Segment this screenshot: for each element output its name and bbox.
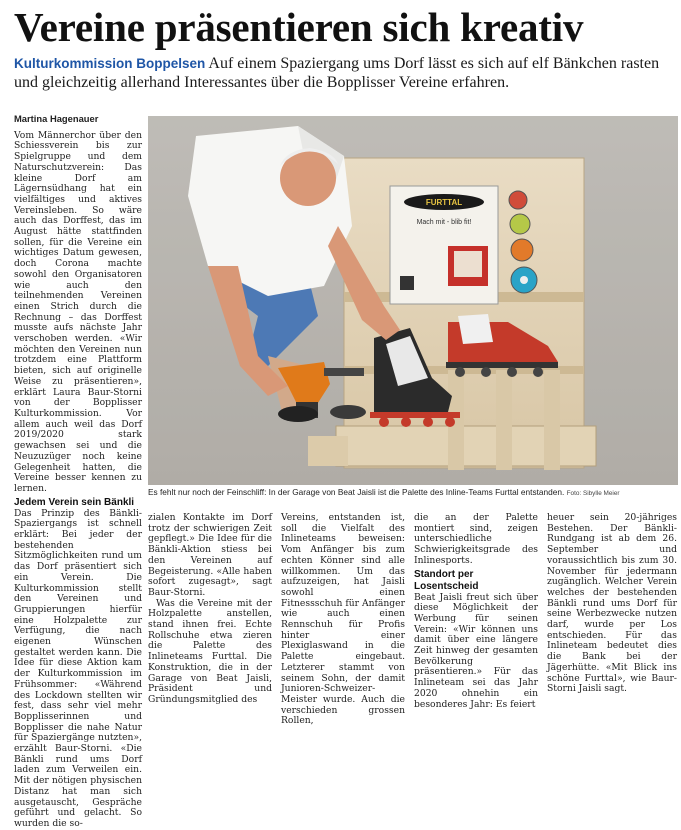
poster-logo: FURTTAL	[425, 198, 463, 207]
lead-text: Auf einem Spaziergang ums Dorf lässt es sich auf elf Bänkchen rasten und gleichzeitig allerhand Interessantes über die Bopplisser Vereine erfahren.	[14, 55, 660, 91]
column-4	[414, 512, 538, 710]
article-photo	[148, 116, 678, 485]
column-1	[14, 113, 142, 829]
photo-credit: Foto: Sibylle Meier	[566, 490, 620, 497]
column-3	[281, 512, 406, 727]
photo-caption	[148, 487, 678, 499]
body-paragraph: Vom Männerchor über den Schiessverein bis zur Spielgruppe und dem Naturschutzverein: Das kleine Dorf am Lägernsüdhang hat ein vielfältiges und aktives Vereinsleben. So wäre auch das Dorffest, das im August hätte stattfinden sollen, für die Vereine ein wichtiges Datum gewesen, doch Corona machte sowohl den Organisatoren wie auch den teilnehmenden Vereinen einen Strich durch die Rechnung – das Dorffest musste aufs nächste Jahr verschoben werden. «Wir möchten den Vereinen nun trotzdem eine Plattform bieten, sich auf originelle Weise zu präsentieren», erklärt Laura Baur-Storni von der Bopplisser Kulturkommission. Vor allem auch weil das Dorf 2019/2020 stark gewachsen sei und die Neuzuzüger noch keine Gelegenheit hatten, die Vereine besser kennen zu lernen.	[14, 129, 142, 494]
body-paragraph: heuer sein 20-jähriges Bestehen. Der Bänkli-Rundgang ist ab dem 26. September und voraussichtlich bis zum 30. November für jedermann zugänglich. Welcher Verein welches der bestehenden Bänkli rund ums Dorf für seine Werbezwecke nutzen darf, wurde per Los entschieden. Für das Inlineteam bedeutet dies die Bank bei der Jägerhütte. «Mit Blick ins schöne Furttal», wie Baur-Storni Jaisli sagt.	[547, 512, 677, 695]
photo-illustration	[148, 116, 678, 485]
column-2	[148, 512, 272, 705]
lead-paragraph	[14, 54, 674, 92]
subheading: Standort per Losentscheid	[414, 568, 479, 592]
body-paragraph: Was die Vereine mit der Holzpalette anstellen, stand ihnen frei. Echte Rollschuhe etwa zieren die Palette des Inlineteams Furttal. Die Konstruktion, die in der Garage von Beat Jaisli, Präsident und Gründungsmitglied des	[148, 597, 272, 705]
headline: Vereine präsentieren sich kreativ	[14, 4, 584, 50]
subheading: Jedem Verein sein Bänkli	[14, 496, 135, 508]
caption-text: Es fehlt nur noch der Feinschliff: In der Garage von Beat Jaisli ist die Palette des Inline-Teams Furttal entstanden.	[148, 487, 565, 497]
body-paragraph: zialen Kontakte im Dorf trotz der schwierigen Zeit gepflegt.» Die Idee für die Bänkli-Aktion stiess bei den Vereinen auf Begeisterung. «Alle haben sofort zugesagt», sagt Baur-Storni.	[148, 512, 272, 598]
body-paragraph: Das Prinzip des Bänkli-Spaziergangs ist schnell erklärt: Bei jeder der bestehenden Sitzmöglichkeiten rund um das Dorf präsentiert sich ein Verein. Die Kulturkommission stellt den Vereinen und Gruppierungen hierfür eine Holzpalette zur Verfügung, die nach eigenen Wünschen gestaltet werden kann. Die Idee für diese Aktion kam der Kulturkommission im Frühsommer: «Während des Lockdown stellten wir fest, dass sehr viel mehr Bopplisserinnen und Bopplisser die nahe Natur für Spaziergänge nutzten», erzählt Baur-Storni. «Die Bänkli rund ums Dorf laden zum Verweilen ein. Mit der nötigen physischen Distanz hat man sich ausgetauscht, Gespräche geführt und gelacht. So wurden die so-	[14, 507, 142, 829]
body-paragraph: Beat Jaisli freut sich über diese Möglichkeit der Werbung für seinen Verein: «Wir können uns damit über eine längere Zeit hinweg der gesamten Bevölkerung präsentieren.» Für das Inlineteam sei das Jahr 2020 ohnehin ein besonderes Jahr: Es feiert	[414, 591, 538, 710]
author-byline: Martina Hagenauer	[14, 113, 99, 124]
body-paragraph: Vereins, entstanden ist, soll die Vielfalt des Inlineteams beweisen: Vom Anfänger bis zum echten Könner sind alle willkommen. Um das aufzuzeigen, hat Jaisli sowohl einen Fitnessschuh für Anfänger wie auch einen Rennschuh für Profis hinter einer Plexiglaswand in die Palette eingebaut. Letzterer stammt von seinem Sohn, der damit Junioren-Schweizer-Meister wurde. Auch die verschieden grossen Rollen,	[281, 512, 406, 727]
poster-slogan: Mach mit - blib fit!	[416, 219, 472, 226]
body-paragraph: die an der Palette montiert sind, zeigen unterschiedliche Schwierigkeitsgrade des Inlinesports.	[414, 512, 538, 566]
column-5	[547, 512, 677, 695]
kicker: Kulturkommission Boppelsen	[14, 56, 206, 71]
